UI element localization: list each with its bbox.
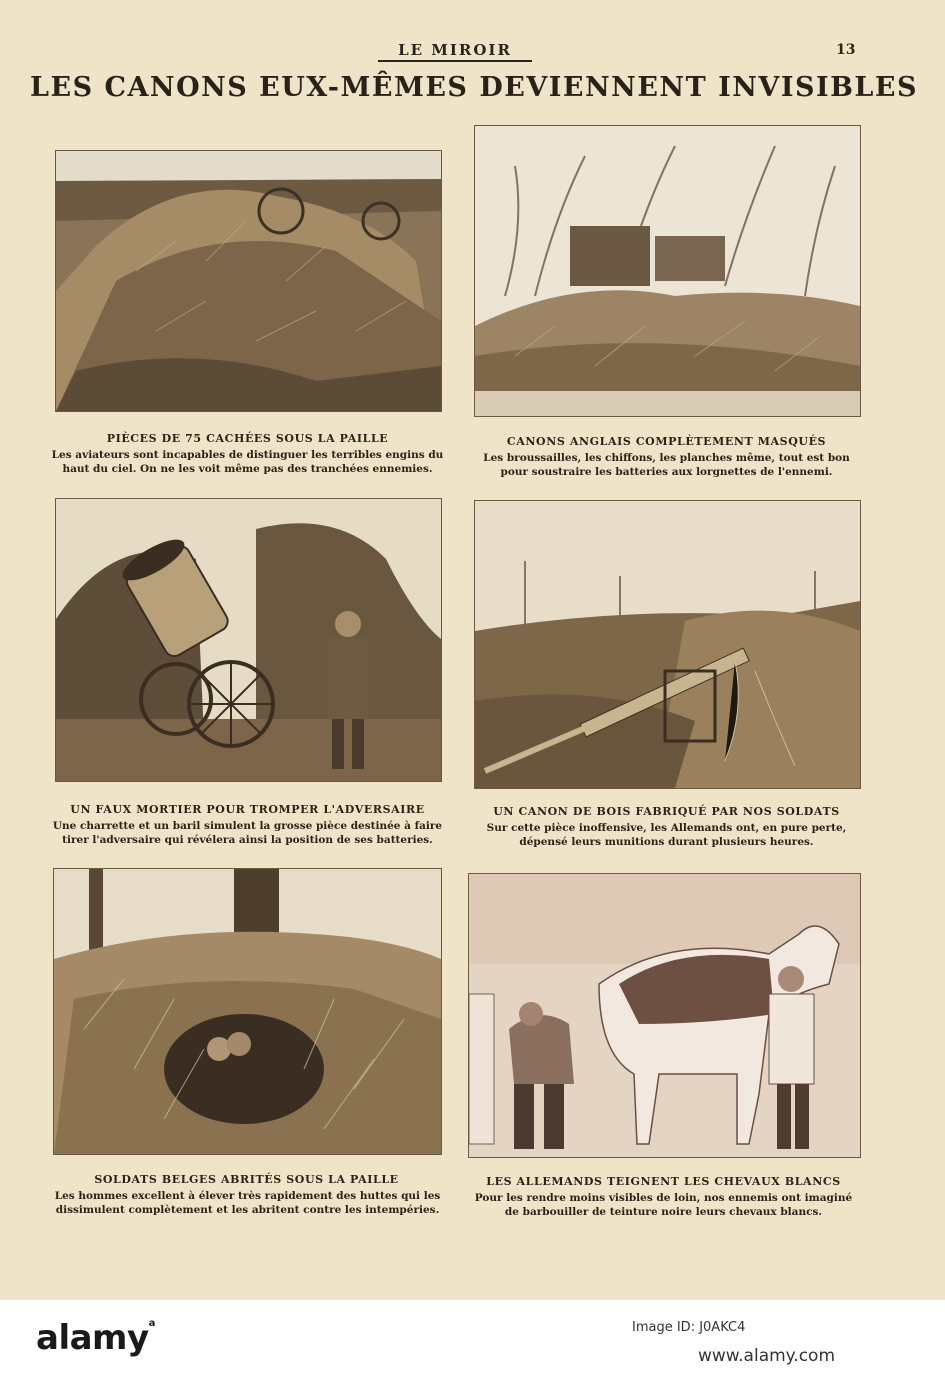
article-text-3-line-1: Une charrette et un baril simulent la grosse pièce destinée à faire <box>52 820 443 832</box>
article-text-3-line-2: tirer l'adversaire qui révélera ainsi la position de ses batteries. <box>62 834 433 846</box>
photo-fake-mortar <box>55 498 442 782</box>
article-text-2-line-1: Les broussailles, les chiffons, les planches même, tout est bon <box>483 452 850 464</box>
article-text-2-line-2: pour soustraire les batteries aux lorgnettes de l'ennemi. <box>500 466 833 478</box>
alamy-logo: alamy$^a$ <box>36 1318 155 1358</box>
article-text-2 <box>464 451 869 479</box>
photo-belgian-soldiers <box>53 868 442 1155</box>
photo-wooden-cannon <box>474 500 861 789</box>
alamy-logo-text: alamy <box>36 1318 149 1358</box>
article-text-1 <box>45 448 450 476</box>
page-number: 13 <box>836 42 856 58</box>
masthead: LE MIROIR <box>378 40 532 62</box>
article-text-1-line-1: Les aviateurs sont incapables de distinguer les terribles engins du <box>51 449 444 461</box>
photo-hidden-75-guns <box>55 150 442 412</box>
article-text-6-line-1: Pour les rendre moins visibles de loin, nos ennemis ont imaginé <box>474 1192 853 1204</box>
article-text-4-line-2: dépensé leurs munitions durant plusieurs heures. <box>519 836 814 848</box>
image-id: Image ID: J0AKC4 <box>632 1320 746 1335</box>
article-text-5-line-1: Les hommes excellent à élever très rapidement des huttes qui les <box>54 1190 441 1202</box>
article-text-4 <box>464 821 869 849</box>
page-headline: LES CANONS EUX-MÊMES DEVIENNENT INVISIBLES <box>30 72 918 103</box>
article-title-6: LES ALLEMANDS TEIGNENT LES CHEVAUX BLANCS <box>486 1175 841 1188</box>
article-text-1-line-2: haut du ciel. On ne les voit même pas des tranchées ennemies. <box>62 463 433 475</box>
photo-masked-english-guns <box>474 125 861 417</box>
site-url[interactable]: www.alamy.com <box>698 1346 836 1366</box>
article-text-5 <box>45 1189 450 1217</box>
article-text-6 <box>460 1191 867 1219</box>
article-title-1: PIÈCES DE 75 CACHÉES SOUS LA PAILLE <box>106 432 389 445</box>
article-title-2: CANONS ANGLAIS COMPLÈTEMENT MASQUÉS <box>506 435 827 448</box>
article-text-5-line-2: dissimulent complètement et les abritent contre les intempéries. <box>55 1204 440 1216</box>
article-title-5: SOLDATS BELGES ABRITÉS SOUS LA PAILLE <box>94 1173 399 1186</box>
article-title-3: UN FAUX MORTIER POUR TROMPER L'ADVERSAIRE <box>70 803 425 816</box>
article-text-3 <box>45 819 450 847</box>
article-title-4: UN CANON DE BOIS FABRIQUÉ PAR NOS SOLDATS <box>493 805 840 818</box>
photo-dyed-horse <box>468 873 861 1158</box>
article-text-4-line-1: Sur cette pièce inoffensive, les Allemands ont, en pure perte, <box>486 822 847 834</box>
article-text-6-line-2: de barbouiller de teinture noire leurs chevaux blancs. <box>504 1206 823 1218</box>
